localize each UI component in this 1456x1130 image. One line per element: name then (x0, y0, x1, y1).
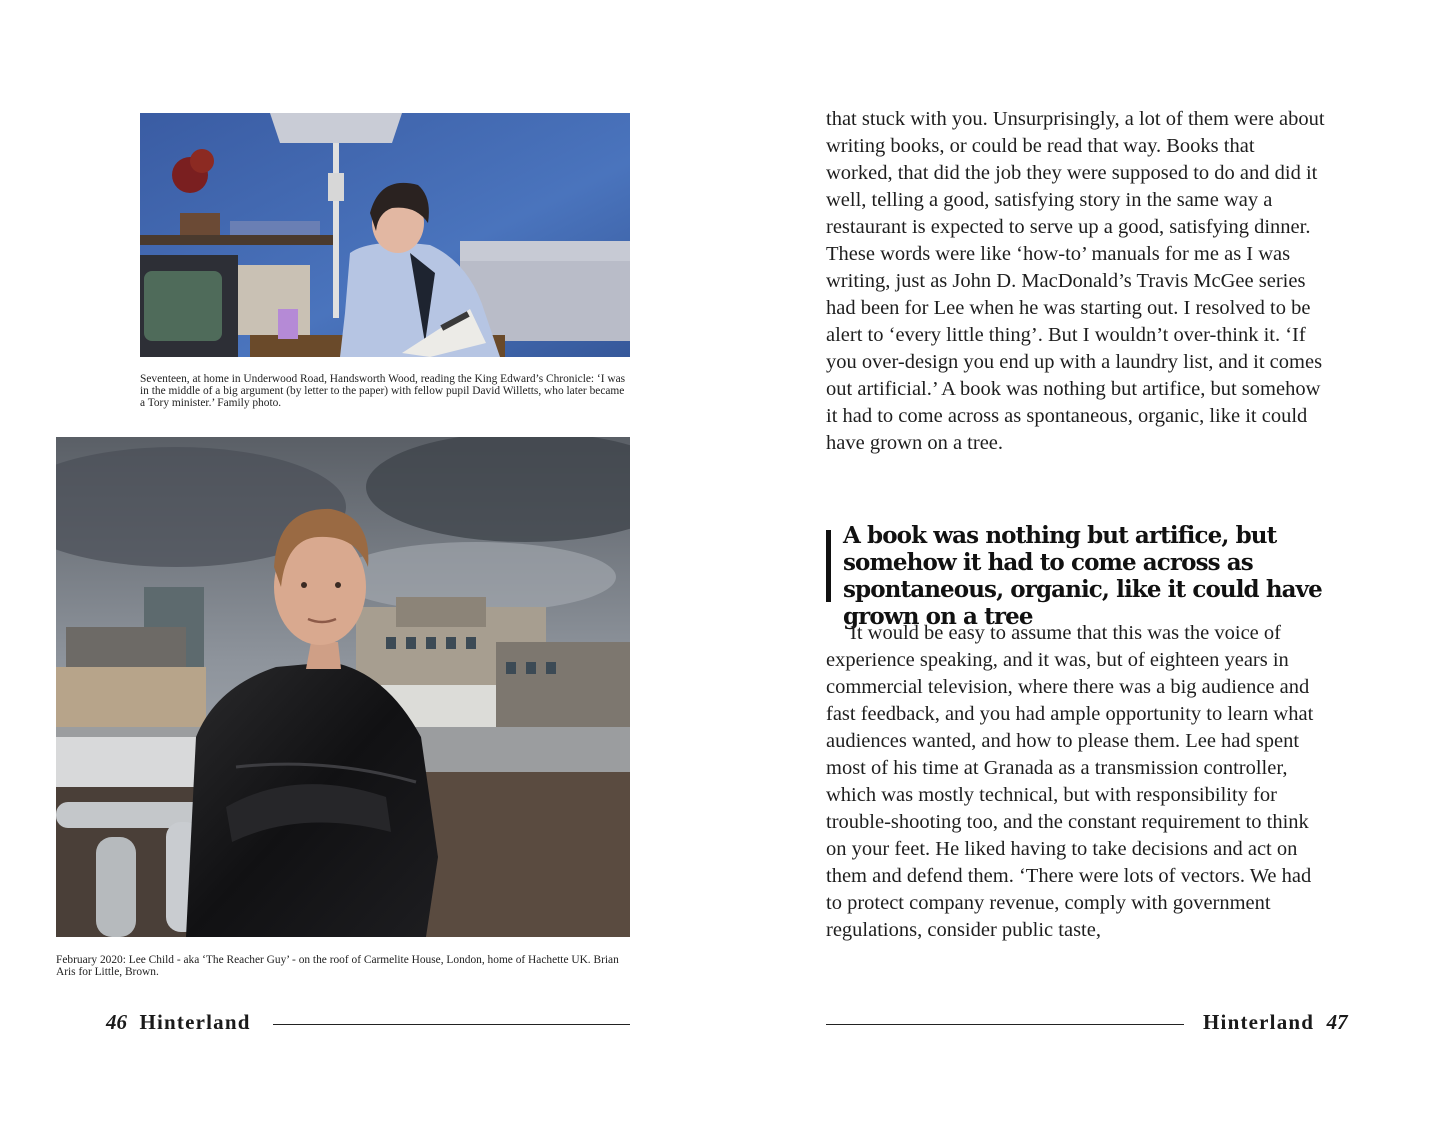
left-page-footer (100, 1010, 251, 1035)
photo-caption-1: Seventeen, at home in Underwood Road, Handsworth Wood, reading the King Edward’s Chronicle: ‘I was in the middle of a big argument (by letter to the paper) with fellow pupil David Willetts, who later became a Tory minister.’ Family photo. (140, 373, 626, 409)
photo-caption-2: February 2020: Lee Child - aka ‘The Reacher Guy’ - on the roof of Carmelite House, London, home of Hachette UK. Brian Aris for Little, Brown. (56, 954, 619, 978)
body-paragraph-1: that stuck with you. Unsurprisingly, a lot of them were about writing books, or could be read that way. Books that worked, that did the job they were supposed to do and did it well, telling a good, satisfying story in the same way a restaurant is expected to serve up a good, satisfying dinner. These words were like ‘how-to’ manuals for me as I was writing, just as John D. MacDonald’s Travis McGee series had been for Lee when he was starting out. I resolved to be alert to ‘every little thing’. But I wouldn’t over-think it. ‘If you over-design you end up with a laundry list, and it comes out artificial.’ A book was nothing but artifice, but somehow it had to come across as spontaneous, organic, like it could have grown on a tree. (826, 108, 1325, 454)
body-text (826, 106, 1326, 457)
rooftop-portrait-photo (56, 437, 630, 937)
body-paragraph-2: It would be easy to assume that this was the voice of experience speaking, and it was, but of eighteen years in commercial television, where there was a big audience and fast feedback, and you had ample opportunity to learn what audiences wanted, and how to please them. Lee had spent most of his time at Granada as a transmission controller, which was mostly technical, but with responsibility for trouble-shooting too, and the constant requirement to think on your feet. He liked having to take decisions and act on them and defend them. ‘There were lots of vectors. We had to protect company revenue, comply with government regulations, consider public taste, (826, 622, 1314, 941)
teen-reading-photo (140, 113, 630, 357)
right-page-footer (1203, 1010, 1354, 1035)
rooftop-portrait-illustration (56, 437, 630, 937)
pull-quote-text: A book was nothing but artifice, but somehow it had to come across as spontaneous, organic, like it could have grown on a tree (843, 522, 1322, 630)
pull-quote (826, 522, 1386, 630)
teen-reading-illustration (140, 113, 630, 357)
pull-quote-bar (826, 530, 831, 602)
running-title-right: Hinterland (1203, 1010, 1315, 1034)
page-number-right: 47 (1326, 1010, 1348, 1034)
running-title-left: Hinterland (139, 1010, 251, 1034)
body-text-continued (826, 620, 1326, 944)
page-number-left: 46 (106, 1010, 127, 1034)
footer-rule-right (826, 1024, 1184, 1025)
footer-rule-left (273, 1024, 630, 1025)
